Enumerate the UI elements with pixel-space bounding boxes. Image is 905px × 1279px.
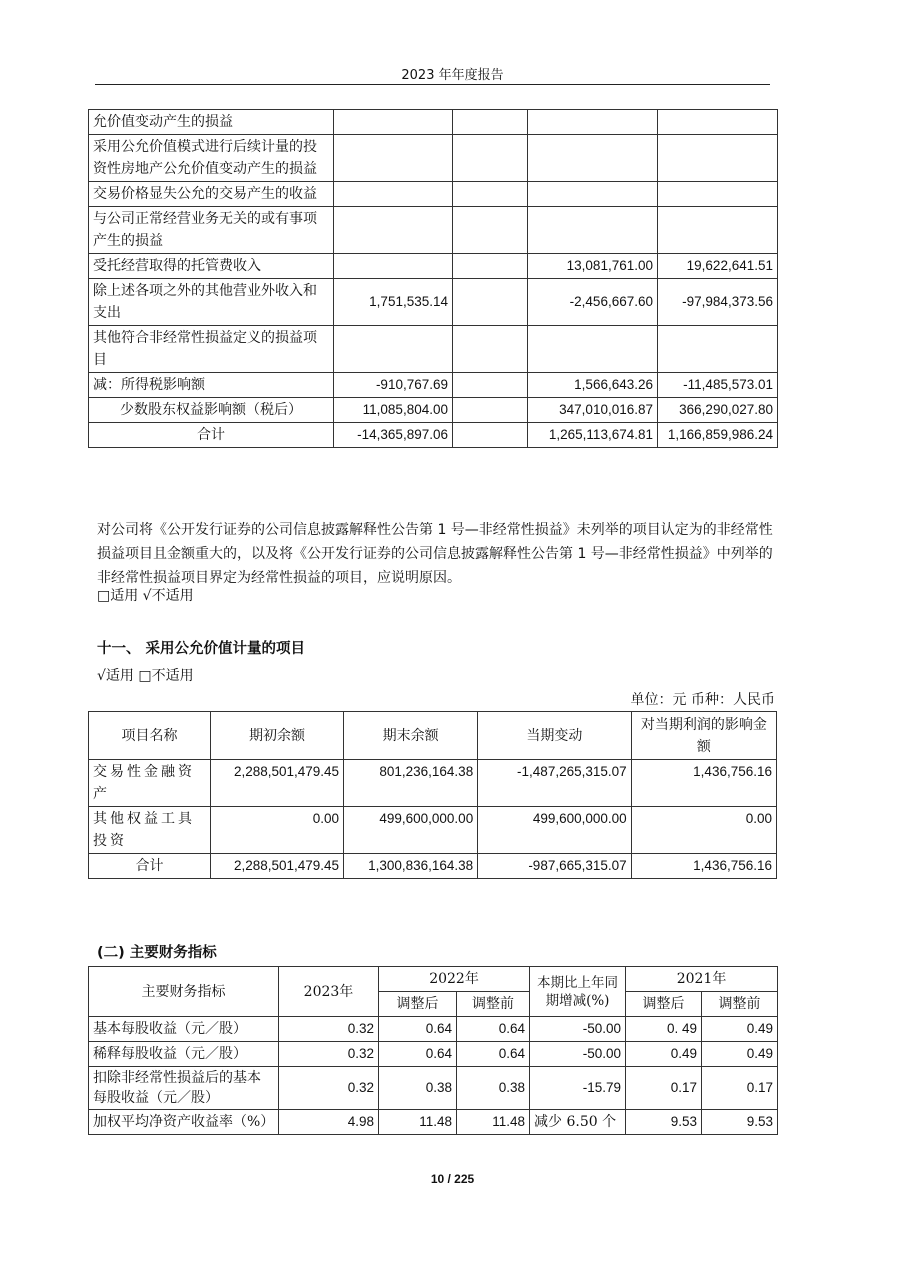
row-label: 交易性金融资产 (89, 760, 211, 807)
table-row (89, 110, 778, 135)
table-row (89, 207, 778, 254)
table-row: 稀释每股收益（元／股） 0.32 0.64 0.64 -50.00 0.49 0.49 (89, 1042, 778, 1067)
row-label: 与公司正常经营业务无关的或有事项产生的损益 (89, 207, 334, 254)
row-label: 稀释每股收益（元／股） (89, 1042, 279, 1067)
page-header-title: 2023 年年度报告 (401, 68, 504, 83)
table-header-row (89, 967, 778, 992)
table-row: 少数股东权益影响额（税后） 11,085,804.00 347,010,016.87 366,290,027.80 (89, 398, 778, 423)
column-header: 主要财务指标 (89, 967, 279, 1017)
row-label: 其他权益工具投资 (89, 807, 211, 854)
table-row: 除上述各项之外的其他营业外收入和支出 1,751,535.14 -2,456,667.60 -97,984,373.56 (89, 279, 778, 326)
row-label: 合计 (89, 854, 211, 879)
row-label: 允价值变动产生的损益 (89, 110, 334, 135)
non-recurring-items-table (88, 109, 778, 448)
row-label: 受托经营取得的托管费收入 (89, 254, 334, 279)
column-header: 2023年 (279, 967, 379, 1017)
table-row (89, 135, 778, 182)
table-row: 其他权益工具投资 0.00 499,600,000.00 499,600,000.00 0.00 (89, 807, 777, 854)
column-header: 2021年 (626, 967, 778, 992)
section-applicability: √适用 □不适用 (97, 668, 194, 684)
section-title-key-indicators: (二) 主要财务指标 (97, 945, 217, 961)
column-header: 当期变动 (478, 712, 631, 760)
table-row: 减：所得税影响额 -910,767.69 1,566,643.26 -11,485,573.01 (89, 373, 778, 398)
row-label: 交易价格显失公允的交易产生的收益 (89, 182, 334, 207)
header-divider (95, 84, 770, 85)
page-number: 10 / 225 (430, 1172, 475, 1186)
row-label: 少数股东权益影响额（税后） (89, 398, 334, 423)
unit-currency-label: 单位：元 币种：人民币 (630, 692, 775, 708)
row-label: 扣除非经常性损益后的基本每股收益（元／股） (89, 1067, 279, 1110)
table-total-row: 合计 -14,365,897.06 1,265,113,674.81 1,166,859,986.24 (89, 423, 778, 448)
column-header: 期初余额 (210, 712, 343, 760)
section-title-fair-value: 十一、 采用公允价值计量的项目 (97, 641, 306, 657)
column-header: 调整后 (626, 992, 702, 1017)
row-label: 采用公允价值模式进行后续计量的投资性房地产公允价值变动产生的损益 (89, 135, 334, 182)
explanation-note: 对公司将《公开发行证券的公司信息披露解释性公告第 1 号—非经常性损益》未列举的项目认定为的非经常性损益项目且金额重大的，以及将《公开发行证券的公司信息披露解释性公告第 1 号—非经常性损益》中列举的非经常性损益项目界定为经常性损益的项目，应说明原因。 (97, 522, 773, 586)
note-applicability: □适用 √不适用 (97, 588, 194, 604)
column-header: 本期比上年同期增减(%) (530, 967, 626, 1017)
row-label: 合计 (89, 423, 334, 448)
row-label: 加权平均净资产收益率（%） (89, 1110, 279, 1135)
column-header: 项目名称 (89, 712, 211, 760)
fair-value-table (88, 711, 777, 879)
table-total-row: 合计 2,288,501,479.45 1,300,836,164.38 -987,665,315.07 1,436,756.16 (89, 854, 777, 879)
column-header: 2022年 (379, 967, 530, 992)
column-header: 期末余额 (344, 712, 478, 760)
column-header: 调整前 (702, 992, 778, 1017)
column-header: 调整后 (379, 992, 457, 1017)
row-label: 除上述各项之外的其他营业外收入和支出 (89, 279, 334, 326)
key-financial-indicators-table (88, 966, 778, 1135)
row-label: 减：所得税影响额 (89, 373, 334, 398)
table-row: 受托经营取得的托管费收入 13,081,761.00 19,622,641.51 (89, 254, 778, 279)
table-row: 扣除非经常性损益后的基本每股收益（元／股） 0.32 0.38 0.38 -15.79 0.17 0.17 (89, 1067, 778, 1110)
row-label: 基本每股收益（元／股） (89, 1017, 279, 1042)
table-row: 基本每股收益（元／股） 0.32 0.64 0.64 -50.00 0. 49 0.49 (89, 1017, 778, 1042)
table-row (89, 326, 778, 373)
table-row: 交易性金融资产 2,288,501,479.45 801,236,164.38 -1,487,265,315.07 1,436,756.16 (89, 760, 777, 807)
table-header-row (89, 712, 777, 760)
table-row (89, 182, 778, 207)
column-header: 调整前 (457, 992, 530, 1017)
column-header: 对当期利润的影响金额 (631, 712, 776, 760)
row-label: 其他符合非经常性损益定义的损益项目 (89, 326, 334, 373)
table-row: 加权平均净资产收益率（%） 4.98 11.48 11.48 减少 6.50 个 9.53 9.53 (89, 1110, 778, 1135)
